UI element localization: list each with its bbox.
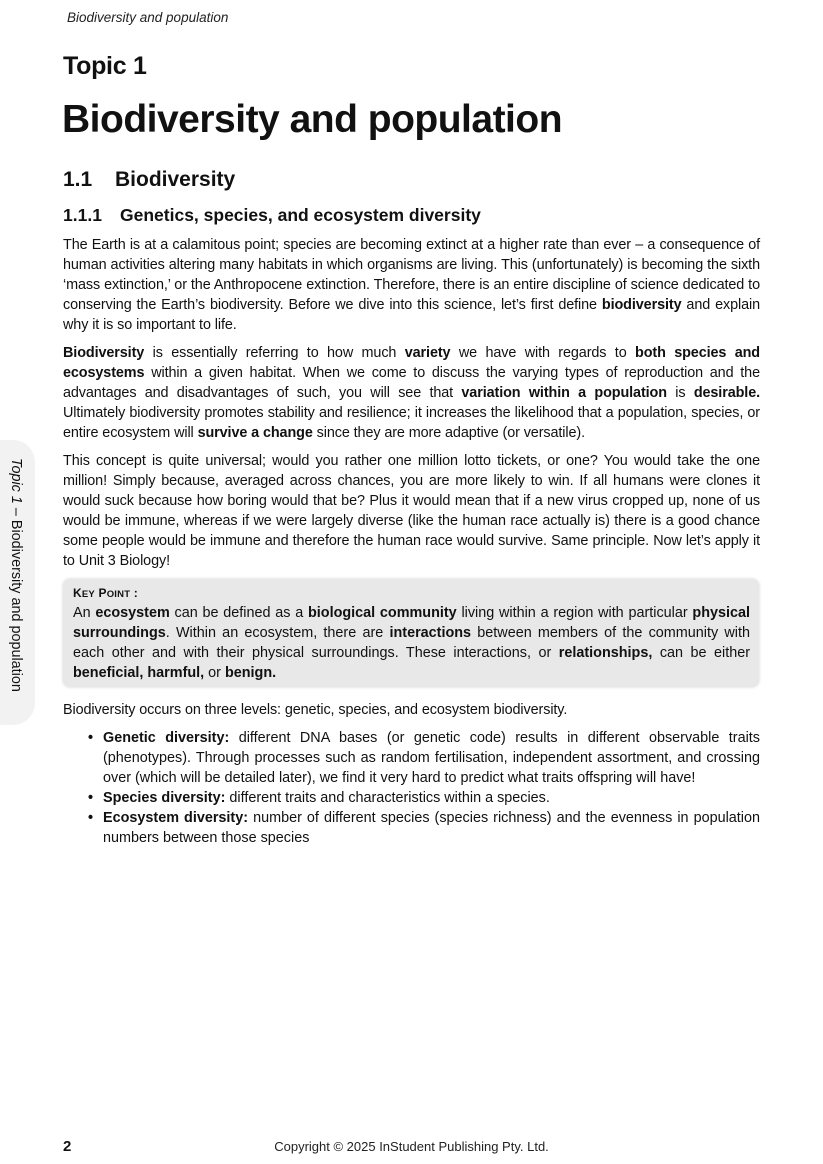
key-point-text: An ecosystem can be defined as a biological community living within a region with particular physical surroundings. Within an ecosystem, there are interactions between members of the community with each other and with their physical surroundings. These interactions, or relationships, can be either beneficial, harmful, or benign. (73, 605, 751, 681)
section-number: 1.1 (63, 168, 93, 191)
section-heading (63, 168, 235, 192)
bullet-icon: • (88, 810, 94, 826)
page-number: 2 (63, 1138, 72, 1155)
section-title: Biodiversity (115, 168, 236, 191)
subsection-number: 1.1.1 (63, 205, 102, 225)
key-point-box (63, 579, 759, 687)
running-header: Biodiversity and population (67, 10, 229, 25)
copyright-notice: Copyright © 2025 InStudent Publishing Pty. Ltd. (274, 1139, 549, 1154)
bullet-icon: • (88, 730, 94, 746)
list-item-genetic-diversity: • Genetic diversity: different DNA bases (or genetic code) results in different observable traits (phenotypes). Through processes such as random fertilisation, independent assortment, and crossing over (which will be detailed later), we find it very hard to predict what traits offspring will have! (88, 730, 760, 786)
key-point-label: KEY POINT : (73, 586, 138, 600)
subsection-heading (63, 205, 481, 226)
list-item-species-diversity: • Species diversity: different traits and characteristics within a species. (88, 790, 550, 806)
chapter-title: Biodiversity and population (62, 98, 563, 141)
diversity-levels-list (88, 728, 760, 848)
paragraph-intro: The Earth is at a calamitous point; species are becoming extinct at a higher rate than ever – a consequence of human activities altering many habitats in which organisms are living. This (unfortunately) is becoming the sixth ‘mass extinction,’ or the Anthropocene extinction. Therefore, there is an entire discipline of science dedicated to conserving the Earth’s biodiversity. Before we dive into this science, let’s first define biodiversity and explain why it is so important to life. (63, 237, 760, 333)
topic-label: Topic 1 (63, 52, 147, 80)
list-item-ecosystem-diversity: • Ecosystem diversity: number of different species (species richness) and the evenness in population numbers between those species (88, 810, 760, 846)
paragraph-levels-intro: Biodiversity occurs on three levels: genetic, species, and ecosystem biodiversity. (63, 702, 568, 718)
side-tab-label: Topic 1 – Biodiversity and population (8, 458, 24, 692)
bullet-icon: • (88, 790, 94, 806)
paragraph-lotto-analogy: This concept is quite universal; would you rather one million lotto tickets, or one? You would take the one million! Simply because, averaged across chances, you are more likely to win. If all humans were clones it would suck because how boring would that be? Plus it would mean that if a new virus cropped up, none of us would be immune, whereas if we were largely diverse (like the human race actually is) there is a good chance some people would be immune and therefore the human race would survive. Same principle. Now let’s apply it to Unit 3 Biology! (63, 453, 760, 569)
subsection-title: Genetics, species, and ecosystem diversity (120, 205, 481, 225)
paragraph-biodiversity-definition: Biodiversity is essentially referring to how much variety we have with regards to both species and ecosystems within a given habitat. When we come to discuss the varying types of reproduction and the advantages and disadvantages of such, you will see that variation within a population is desirable. Ultimately biodiversity promotes stability and resilience; it increases the likelihood that a population, species, or entire ecosystem will survive a change since they are more adaptive (or versatile). (63, 345, 761, 441)
